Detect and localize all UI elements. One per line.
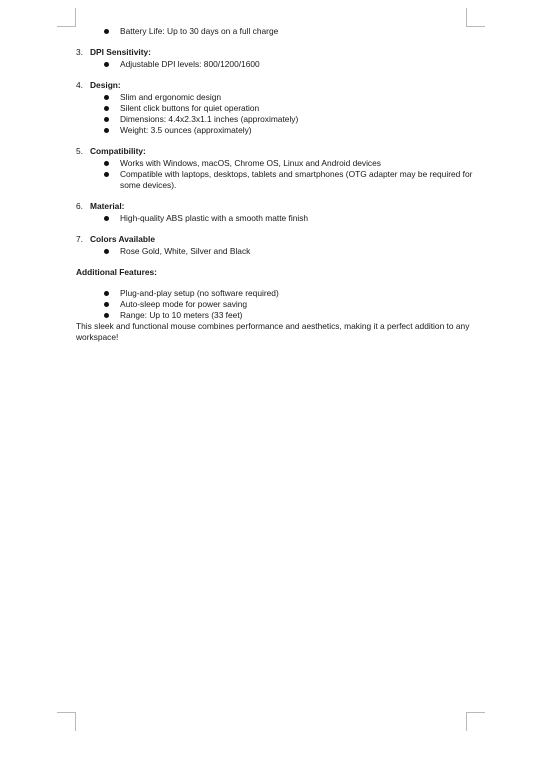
section-design (76, 80, 476, 136)
section-heading (76, 234, 476, 245)
section-compatibility (76, 146, 476, 191)
bullet-list (76, 59, 476, 70)
list-item (120, 158, 476, 169)
section-colors-available (76, 234, 476, 257)
section-number: 3. (76, 47, 83, 57)
list-item-text: Auto-sleep mode for power saving (120, 299, 248, 309)
list-item-text: Compatible with laptops, desktops, tablets and smartphones (OTG adapter may be required for some devices). (120, 169, 473, 190)
section-number: 7. (76, 234, 83, 244)
list-item-text: Battery Life: Up to 30 days on a full charge (120, 26, 279, 36)
section-title: Compatibility: (90, 146, 146, 156)
section-material (76, 201, 476, 224)
section-title: Material: (90, 201, 125, 211)
bullet-icon (104, 62, 109, 67)
bullet-list (76, 92, 476, 136)
bullet-icon (104, 29, 109, 34)
page-corner-mark-top-right (466, 8, 485, 27)
list-item-text: Works with Windows, macOS, Chrome OS, Linux and Android devices (120, 158, 381, 168)
section-title: Colors Available (90, 234, 156, 244)
list-item (120, 246, 476, 257)
section-heading (76, 146, 476, 157)
bullet-icon (104, 216, 109, 221)
list-item (120, 92, 476, 103)
list-item (120, 288, 476, 299)
document-body (76, 26, 476, 351)
list-item (120, 213, 476, 224)
bullet-icon (104, 172, 109, 177)
bullet-icon (104, 95, 109, 100)
list-item-text: Slim and ergonomic design (120, 92, 222, 102)
bullet-icon (104, 313, 109, 318)
list-item (120, 310, 476, 321)
section-number: 5. (76, 146, 83, 156)
additional-features-list (76, 288, 476, 321)
list-item (120, 125, 476, 136)
section-number: 4. (76, 80, 83, 90)
list-item (120, 26, 476, 37)
section-heading (76, 47, 476, 58)
list-item (120, 299, 476, 310)
bullet-icon (104, 128, 109, 133)
list-item-text: Plug-and-play setup (no software required) (120, 288, 279, 298)
list-item-text: Rose Gold, White, Silver and Black (120, 246, 251, 256)
list-item-text: Dimensions: 4.4x2.3x1.1 inches (approximately) (120, 114, 299, 124)
list-item-text: Weight: 3.5 ounces (approximately) (120, 125, 252, 135)
list-item (120, 59, 476, 70)
page-corner-mark-bottom-right (466, 712, 485, 731)
section-number: 6. (76, 201, 83, 211)
bullet-list (76, 246, 476, 257)
list-item-text: Adjustable DPI levels: 800/1200/1600 (120, 59, 260, 69)
list-item (120, 103, 476, 114)
section-title: Design: (90, 80, 121, 90)
bullet-icon (104, 249, 109, 254)
bullet-icon (104, 161, 109, 166)
list-item-text: Range: Up to 10 meters (33 feet) (120, 310, 243, 320)
closing-paragraph: This sleek and functional mouse combines performance and aesthetics, making it a perfect addition to any workspace! (76, 321, 470, 342)
section-heading (76, 201, 476, 212)
bullet-icon (104, 291, 109, 296)
section-heading (76, 80, 476, 91)
bullet-list (76, 213, 476, 224)
list-item (120, 114, 476, 125)
section-dpi-sensitivity (76, 47, 476, 70)
continued-bullet-list (76, 26, 476, 37)
bullet-icon (104, 117, 109, 122)
bullet-icon (104, 106, 109, 111)
bullet-icon (104, 302, 109, 307)
section-title: DPI Sensitivity: (90, 47, 151, 57)
bullet-list (76, 158, 476, 191)
list-item (120, 169, 476, 191)
page-corner-mark-top-left (57, 8, 76, 27)
list-item-text: Silent click buttons for quiet operation (120, 103, 260, 113)
list-item-text: High-quality ABS plastic with a smooth matte finish (120, 213, 309, 223)
additional-features-heading: Additional Features: (76, 267, 157, 277)
page-corner-mark-bottom-left (57, 712, 76, 731)
